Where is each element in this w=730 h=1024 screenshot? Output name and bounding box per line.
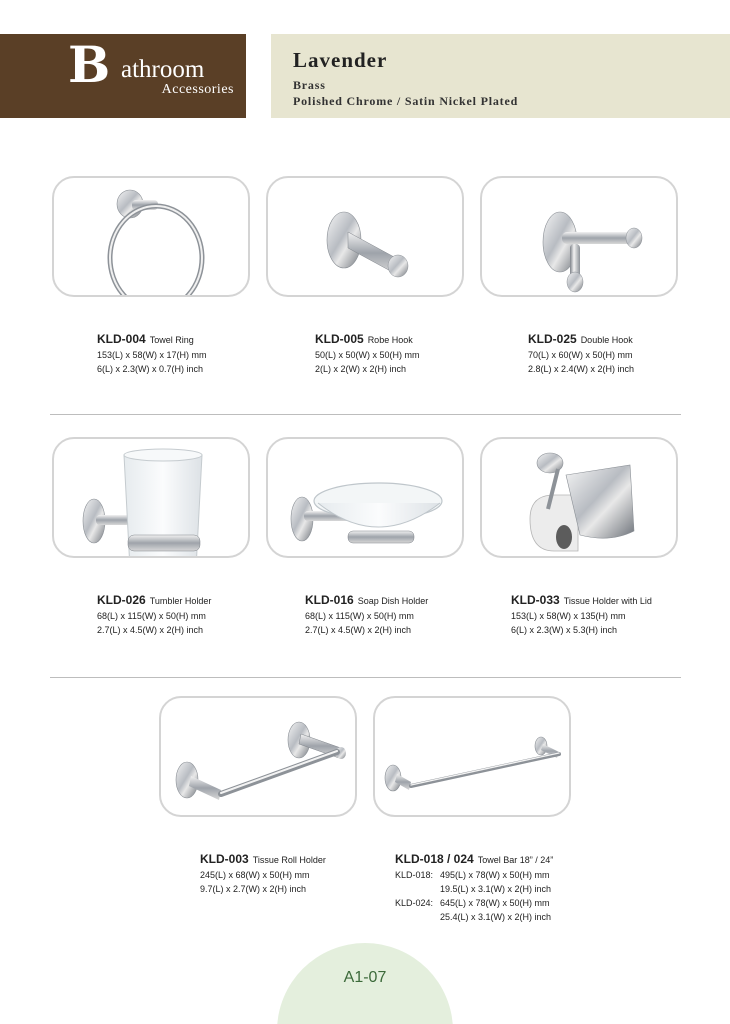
product-code: KLD-026 (97, 593, 146, 607)
dims-mm: 50(L) x 50(W) x 50(H) mm (315, 350, 420, 360)
series-title: Lavender (293, 48, 388, 72)
brand-initial: B (68, 35, 111, 94)
product-info-towel-bar (395, 851, 553, 924)
brand-subtitle: Accessories (161, 82, 234, 97)
product-info-robe-hook (315, 331, 420, 376)
page-number-badge (277, 943, 453, 1024)
product-card-soap-dish-holder[interactable] (266, 437, 464, 558)
product-name: Soap Dish Holder (357, 596, 429, 606)
section-divider (50, 677, 681, 678)
dims-inch: 2.7(L) x 4.5(W) x 2(H) inch (305, 625, 412, 635)
dims-inch: 9.7(L) x 2.7(W) x 2(H) inch (200, 884, 307, 894)
dims-mm: 495(L) x 78(W) x 50(H) mm (440, 870, 550, 880)
brand-word: athroom (121, 56, 205, 83)
product-code: KLD-016 (305, 593, 354, 607)
product-code: KLD-005 (315, 332, 364, 346)
product-card-robe-hook[interactable] (266, 176, 464, 297)
tumbler-holder-icon (54, 439, 248, 556)
product-card-tissue-roll-holder[interactable] (159, 696, 357, 817)
page-number: A1-07 (343, 969, 387, 986)
dims-inch: 6(L) x 2.3(W) x 0.7(H) inch (97, 364, 204, 374)
product-card-double-hook[interactable] (480, 176, 678, 297)
product-name: Robe Hook (367, 335, 413, 345)
series-material: Brass (293, 78, 326, 92)
product-info-towel-ring (97, 331, 207, 376)
product-card-tumbler-holder[interactable] (52, 437, 250, 558)
variant-row-kld-024 (395, 896, 553, 910)
product-name: Towel Ring (149, 335, 194, 345)
dims-mm: 68(L) x 115(W) x 50(H) mm (97, 611, 206, 621)
product-code: KLD-018 / 024 (395, 852, 474, 866)
towel-ring-icon (54, 178, 248, 295)
dims-mm: 153(L) x 58(W) x 17(H) mm (97, 350, 207, 360)
dims-inch: 19.5(L) x 3.1(W) x 2(H) inch (440, 884, 552, 894)
product-code: KLD-003 (200, 852, 249, 866)
robe-hook-icon (268, 178, 462, 295)
variant-label: KLD-018: (395, 870, 434, 880)
tissue-roll-holder-icon (161, 698, 355, 815)
product-info-soap-dish-holder (305, 592, 428, 637)
product-info-tissue-roll-holder (200, 851, 326, 896)
dims-mm: 68(L) x 115(W) x 50(H) mm (305, 611, 414, 621)
product-code: KLD-025 (528, 332, 577, 346)
dims-inch: 25.4(L) x 3.1(W) x 2(H) inch (440, 912, 552, 922)
section-divider (50, 414, 681, 415)
dims-mm: 70(L) x 60(W) x 50(H) mm (528, 350, 633, 360)
variant-row-kld-018 (395, 868, 553, 882)
product-info-tissue-holder-lid (511, 592, 652, 637)
product-name: Tissue Holder with Lid (563, 596, 652, 606)
product-name: Tissue Roll Holder (252, 855, 326, 865)
product-info-tumbler-holder (97, 592, 211, 637)
product-name: Double Hook (580, 335, 633, 345)
series-finish: Polished Chrome / Satin Nickel Plated (293, 94, 519, 108)
product-name: Tumbler Holder (149, 596, 212, 606)
dims-mm: 245(L) x 68(W) x 50(H) mm (200, 870, 310, 880)
dims-inch: 2(L) x 2(W) x 2(H) inch (315, 364, 407, 374)
product-card-towel-ring[interactable] (52, 176, 250, 297)
dims-inch: 2.7(L) x 4.5(W) x 2(H) inch (97, 625, 204, 635)
dims-inch: 6(L) x 2.3(W) x 5.3(H) inch (511, 625, 618, 635)
series-banner (271, 34, 730, 118)
product-code: KLD-033 (511, 593, 560, 607)
product-code: KLD-004 (97, 332, 146, 346)
soap-dish-icon (268, 439, 462, 556)
product-card-tissue-holder-lid[interactable] (480, 437, 678, 558)
dims-mm: 153(L) x 58(W) x 135(H) mm (511, 611, 626, 621)
dims-mm: 645(L) x 78(W) x 50(H) mm (440, 898, 550, 908)
dims-inch: 2.8(L) x 2.4(W) x 2(H) inch (528, 364, 635, 374)
towel-bar-icon (375, 698, 569, 815)
brand-banner (0, 34, 246, 118)
tissue-holder-lid-icon (482, 439, 676, 556)
product-name: Towel Bar 18” / 24” (477, 855, 554, 865)
product-info-double-hook (528, 331, 634, 376)
product-card-towel-bar[interactable] (373, 696, 571, 817)
double-hook-icon (482, 178, 676, 295)
variant-label: KLD-024: (395, 898, 434, 908)
